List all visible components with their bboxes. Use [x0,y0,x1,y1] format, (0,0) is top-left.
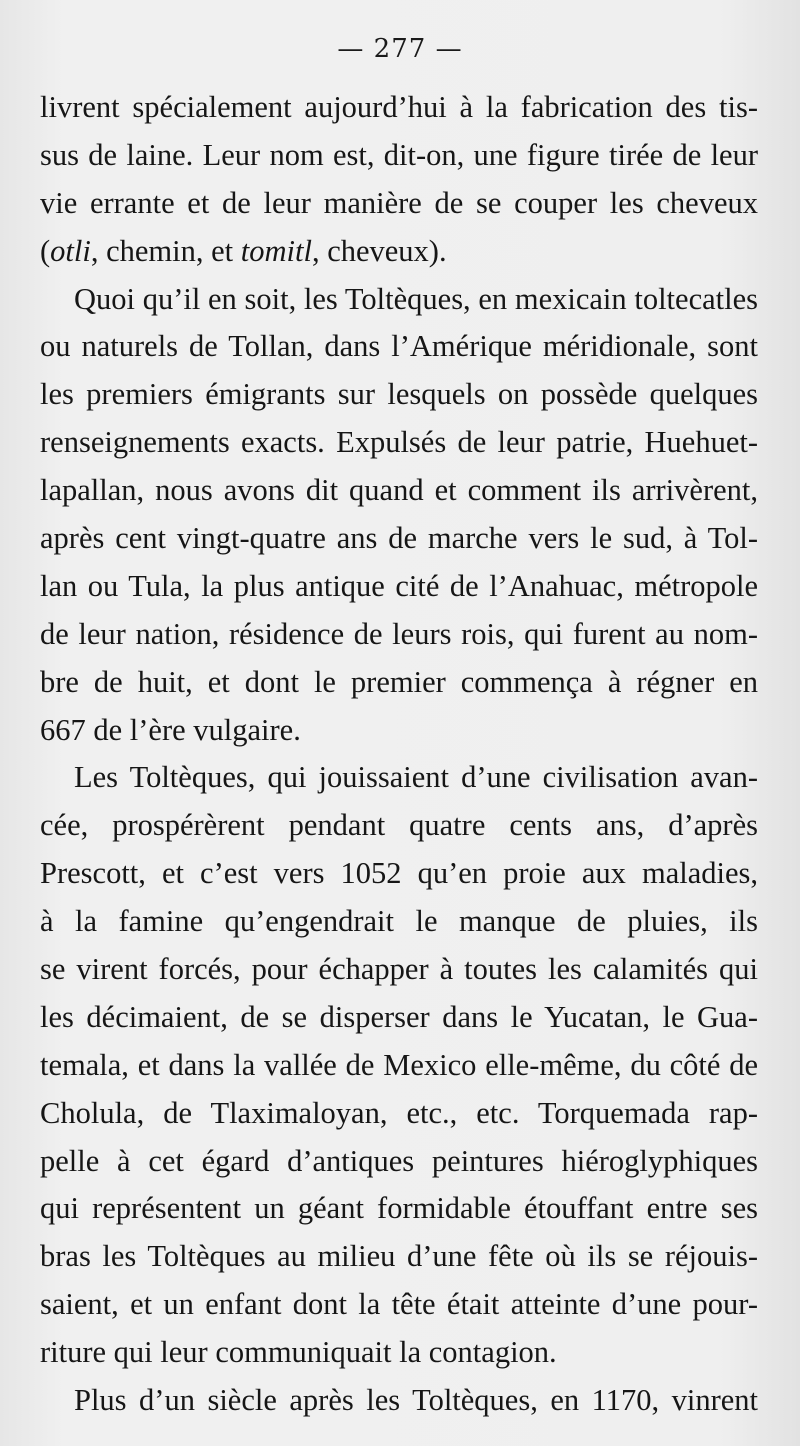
text-line: de leur nation, résidence de leurs rois, qui furent au nom- [40,616,758,651]
text-line: se virent forcés, pour échapper à toutes les calamités qui [40,952,758,987]
paragraph [40,1377,758,1425]
text-line: lan ou Tula, la plus antique cité de l’Anahuac, métropole [40,568,758,603]
text-line: Les Toltèques, qui jouissaient d’une civilisation avan- [74,760,758,795]
text-line: livrent spécialement aujourd’hui à la fabrication des tis- [40,90,758,124]
paragraph [40,754,758,1377]
text-line: Cholula, de Tlaximaloyan, etc., etc. Torquemada rap- [40,1095,758,1130]
text-line: cée, prospérèrent pendant quatre cents ans, d’après [40,808,758,843]
text-line: sus de laine. Leur nom est, dit-on, une figure tirée de leur [40,137,758,172]
text-line: après cent vingt-quatre ans de marche vers le sud, à Tol- [40,521,758,556]
text-line: pelle à cet égard d’antiques peintures hiéroglyphiques [40,1143,758,1178]
text-line: les premiers émigrants sur lesquels on possède quelques [40,377,758,412]
text-line: riture qui leur communiquait la contagion. [40,1335,557,1370]
text-line: à la famine qu’engendrait le manque de pluies, ils [40,904,758,939]
text-line: Plus d’un siècle après les Toltèques, en 1170, vinrent [74,1383,758,1418]
italic-term: otli [50,233,91,268]
text-line: qui représentent un géant formidable étouffant entre ses [40,1191,758,1226]
body-text [40,84,758,1425]
text-line: ou naturels de Tollan, dans l’Amérique méridionale, sont [40,329,758,364]
page-number: — 277 — [337,34,463,64]
text-line: renseignements exacts. Expulsés de leur patrie, Huehuet- [40,425,758,460]
text-line: bras les Toltèques au milieu d’une fête où ils se réjouis- [40,1239,758,1274]
text-line: temala, et dans la vallée de Mexico elle-même, du côté de [40,1047,758,1082]
text-line: lapallan, nous avons dit quand et comment ils arrivèrent, [40,473,758,508]
text-line: les décimaient, de se disperser dans le Yucatan, le Gua- [40,999,758,1034]
text-line: (otli, chemin, et tomitl, cheveux). [40,233,447,268]
text-line: vie errante et de leur manière de se couper les cheveux [40,185,758,220]
text-line: 667 de l’ère vulgaire. [40,712,301,747]
italic-term: tomitl [240,233,312,268]
text-line: Prescott, et c’est vers 1052 qu’en proie aux maladies, [40,856,758,891]
text-line: Quoi qu’il en soit, les Toltèques, en mexicain toltecatles [74,281,758,316]
text-line: bre de huit, et dont le premier commença à régner en [40,664,758,699]
text-line: saient, et un enfant dont la tête était atteinte d’une pour- [40,1287,758,1322]
paragraph [40,84,758,276]
paragraph [40,276,758,755]
